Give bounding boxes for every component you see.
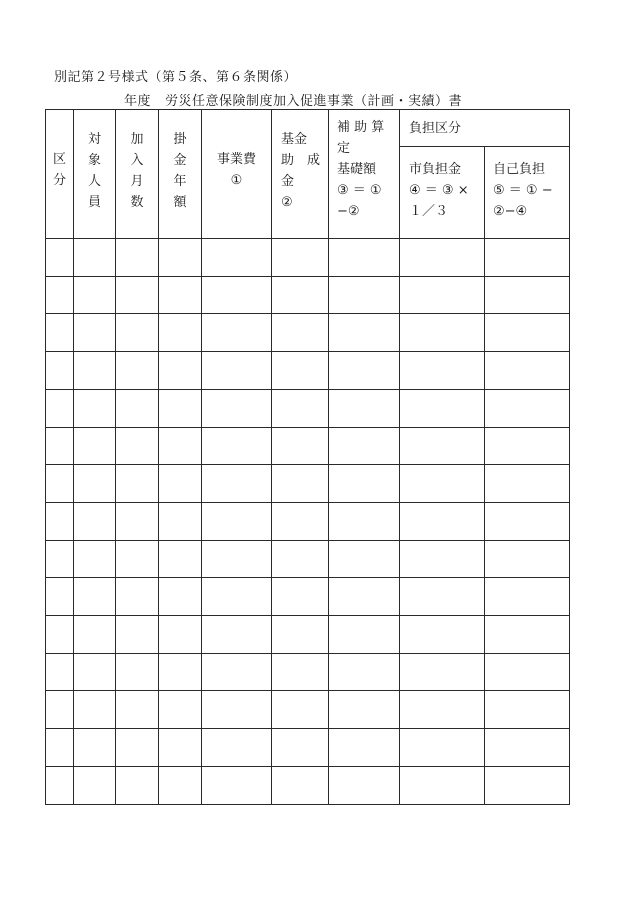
table-cell-kubun[interactable] [49,661,70,683]
table-cell-jiko[interactable] [488,585,566,607]
table-cell-hojo[interactable] [332,774,396,796]
table-cell-kakekin[interactable] [162,284,198,306]
table-cell-taisho[interactable] [77,774,112,796]
table-cell-kakekin[interactable] [162,435,198,457]
table-cell-kubun[interactable] [49,736,70,758]
table-cell-kikin[interactable] [275,698,325,720]
table-cell-shi[interactable] [403,435,481,457]
table-cell-jigyohi[interactable] [205,472,268,494]
table-cell-shi[interactable] [403,359,481,381]
row-divider [45,766,570,767]
table-cell-taisho[interactable] [77,736,112,758]
table-cell-jigyohi[interactable] [205,698,268,720]
table-cell-shi[interactable] [403,774,481,796]
table-cell-shi[interactable] [403,661,481,683]
table-cell-kanyu[interactable] [119,736,155,758]
table-cell-hojo[interactable] [332,736,396,758]
table-cell-kubun[interactable] [49,585,70,607]
table-cell-kikin[interactable] [275,736,325,758]
table-cell-jigyohi[interactable] [205,321,268,343]
table-cell-jiko[interactable] [488,246,566,268]
table-cell-kakekin[interactable] [162,661,198,683]
table-cell-kubun[interactable] [49,284,70,306]
col-divider-7 [399,109,400,805]
table-cell-kikin[interactable] [275,359,325,381]
table-cell-kubun[interactable] [49,548,70,570]
table-cell-jiko[interactable] [488,623,566,645]
table-cell-kakekin[interactable] [162,510,198,532]
row-divider [45,502,570,503]
table-cell-kubun[interactable] [49,510,70,532]
table-cell-jigyohi[interactable] [205,246,268,268]
form-number-label: 別記第２号様式（第５条、第６条関係） [54,70,298,85]
table-cell-taisho[interactable] [77,510,112,532]
table-cell-kikin[interactable] [275,510,325,532]
table-cell-hojo[interactable] [332,359,396,381]
table-border-top [45,109,570,110]
table-cell-hojo[interactable] [332,284,396,306]
col-divider-1 [73,109,74,805]
header-target-persons: 対 象 人 員 [87,132,101,210]
table-cell-kanyu[interactable] [119,321,155,343]
table-border-left [45,109,46,805]
table-cell-jigyohi[interactable] [205,661,268,683]
row-divider [45,389,570,390]
table-cell-shi[interactable] [403,698,481,720]
table-cell-kubun[interactable] [49,774,70,796]
table-cell-kanyu[interactable] [119,510,155,532]
table-cell-kanyu[interactable] [119,623,155,645]
table-cell-kubun[interactable] [49,698,70,720]
form-title [124,90,462,109]
table-cell-kubun[interactable] [49,472,70,494]
table-cell-jiko[interactable] [488,510,566,532]
table-cell-kanyu[interactable] [119,774,155,796]
table-cell-hojo[interactable] [332,397,396,419]
col-divider-8 [484,146,485,805]
header-self-burden: 自己負担 ⑤ ＝ ① − ②−④ [493,162,553,219]
header-fund-subsidy: 基金 助 成 金 ② [281,132,321,210]
header-annual-premium: 掛 金 年 額 [173,132,187,210]
table-cell-jigyohi[interactable] [205,510,268,532]
row-divider [45,313,570,314]
table-cell-jiko[interactable] [488,698,566,720]
table-cell-taisho[interactable] [77,284,112,306]
form-title-year: 年度 [124,94,152,109]
table-cell-kakekin[interactable] [162,397,198,419]
table-cell-jigyohi[interactable] [205,736,268,758]
table-cell-hojo[interactable] [332,510,396,532]
table-cell-taisho[interactable] [77,397,112,419]
table-cell-taisho[interactable] [77,359,112,381]
table-cell-kikin[interactable] [275,397,325,419]
table-cell-jiko[interactable] [488,548,566,570]
application-table [45,109,570,805]
table-cell-kakekin[interactable] [162,774,198,796]
table-cell-shi[interactable] [403,585,481,607]
table-cell-kanyu[interactable] [119,397,155,419]
table-cell-kakekin[interactable] [162,321,198,343]
table-cell-kanyu[interactable] [119,435,155,457]
table-cell-shi[interactable] [403,510,481,532]
table-cell-jigyohi[interactable] [205,397,268,419]
table-cell-shi[interactable] [403,284,481,306]
table-cell-shi[interactable] [403,623,481,645]
table-cell-kakekin[interactable] [162,359,198,381]
table-cell-hojo[interactable] [332,548,396,570]
col-divider-2 [115,109,116,805]
col-divider-3 [158,109,159,805]
table-cell-kanyu[interactable] [119,585,155,607]
header-subsidy-base: 補 助 算 定 基礎額 ③ ＝ ① −② [337,120,385,219]
table-cell-hojo[interactable] [332,661,396,683]
table-cell-kubun[interactable] [49,435,70,457]
header-project-cost: 事業費 ① [216,152,256,188]
table-cell-taisho[interactable] [77,661,112,683]
table-cell-taisho[interactable] [77,623,112,645]
table-cell-kubun[interactable] [49,359,70,381]
table-cell-shi[interactable] [403,736,481,758]
table-cell-kikin[interactable] [275,472,325,494]
table-border-bottom [45,804,570,805]
table-cell-kikin[interactable] [275,548,325,570]
row-divider [45,276,570,277]
table-cell-kanyu[interactable] [119,548,155,570]
table-cell-kikin[interactable] [275,284,325,306]
table-cell-jiko[interactable] [488,435,566,457]
table-cell-jigyohi[interactable] [205,585,268,607]
table-cell-hojo[interactable] [332,585,396,607]
table-cell-jigyohi[interactable] [205,435,268,457]
table-cell-shi[interactable] [403,472,481,494]
row-divider [45,427,570,428]
table-border-right [569,109,570,805]
table-cell-jigyohi[interactable] [205,359,268,381]
row-divider [45,690,570,691]
table-cell-jiko[interactable] [488,774,566,796]
table-cell-kubun[interactable] [49,397,70,419]
table-cell-kanyu[interactable] [119,359,155,381]
table-cell-jigyohi[interactable] [205,623,268,645]
table-cell-taisho[interactable] [77,585,112,607]
table-cell-jigyohi[interactable] [205,284,268,306]
table-cell-jiko[interactable] [488,284,566,306]
table-cell-kanyu[interactable] [119,698,155,720]
table-cell-taisho[interactable] [77,321,112,343]
table-cell-kubun[interactable] [49,321,70,343]
table-cell-kikin[interactable] [275,246,325,268]
table-cell-kikin[interactable] [275,585,325,607]
header-enrollment-months: 加 入 月 数 [130,132,144,210]
table-cell-taisho[interactable] [77,548,112,570]
col-divider-5 [271,109,272,805]
table-cell-jiko[interactable] [488,359,566,381]
table-cell-shi[interactable] [403,246,481,268]
row-divider [45,351,570,352]
row-divider [45,653,570,654]
table-cell-taisho[interactable] [77,472,112,494]
table-cell-kikin[interactable] [275,774,325,796]
table-cell-hojo[interactable] [332,246,396,268]
header-burden-division: 負担区分 [409,121,462,136]
table-cell-hojo[interactable] [332,472,396,494]
table-cell-kakekin[interactable] [162,548,198,570]
table-cell-jigyohi[interactable] [205,774,268,796]
table-cell-jiko[interactable] [488,736,566,758]
row-divider [45,238,570,239]
table-cell-kanyu[interactable] [119,661,155,683]
table-cell-jiko[interactable] [488,661,566,683]
table-cell-jigyohi[interactable] [205,548,268,570]
table-cell-kakekin[interactable] [162,698,198,720]
table-cell-kikin[interactable] [275,623,325,645]
col-divider-6 [328,109,329,805]
row-divider [45,728,570,729]
table-cell-kikin[interactable] [275,321,325,343]
table-cell-jiko[interactable] [488,321,566,343]
table-cell-taisho[interactable] [77,698,112,720]
header-city-burden: 市負担金 ④ ＝ ③ × １／３ [409,162,469,219]
table-cell-hojo[interactable] [332,321,396,343]
table-cell-kakekin[interactable] [162,472,198,494]
table-cell-kakekin[interactable] [162,585,198,607]
table-cell-kanyu[interactable] [119,284,155,306]
table-cell-kanyu[interactable] [119,472,155,494]
table-cell-taisho[interactable] [77,435,112,457]
table-cell-shi[interactable] [403,321,481,343]
row-divider [45,577,570,578]
table-cell-kanyu[interactable] [119,246,155,268]
row-divider [45,540,570,541]
table-cell-jiko[interactable] [488,397,566,419]
table-cell-hojo[interactable] [332,698,396,720]
table-cell-hojo[interactable] [332,623,396,645]
table-cell-kakekin[interactable] [162,246,198,268]
table-cell-shi[interactable] [403,397,481,419]
table-cell-kubun[interactable] [49,623,70,645]
table-cell-kakekin[interactable] [162,623,198,645]
table-cell-taisho[interactable] [77,246,112,268]
header-kubun: 区 分 [52,152,66,188]
col-divider-4 [201,109,202,805]
table-cell-shi[interactable] [403,548,481,570]
row-divider [45,464,570,465]
table-cell-kubun[interactable] [49,246,70,268]
table-cell-kikin[interactable] [275,661,325,683]
row-divider [45,615,570,616]
form-title-name: 労災任意保険制度加入促進事業（計画・実績）書 [165,94,463,109]
table-cell-jiko[interactable] [488,472,566,494]
table-cell-kakekin[interactable] [162,736,198,758]
table-cell-kikin[interactable] [275,435,325,457]
table-cell-hojo[interactable] [332,435,396,457]
